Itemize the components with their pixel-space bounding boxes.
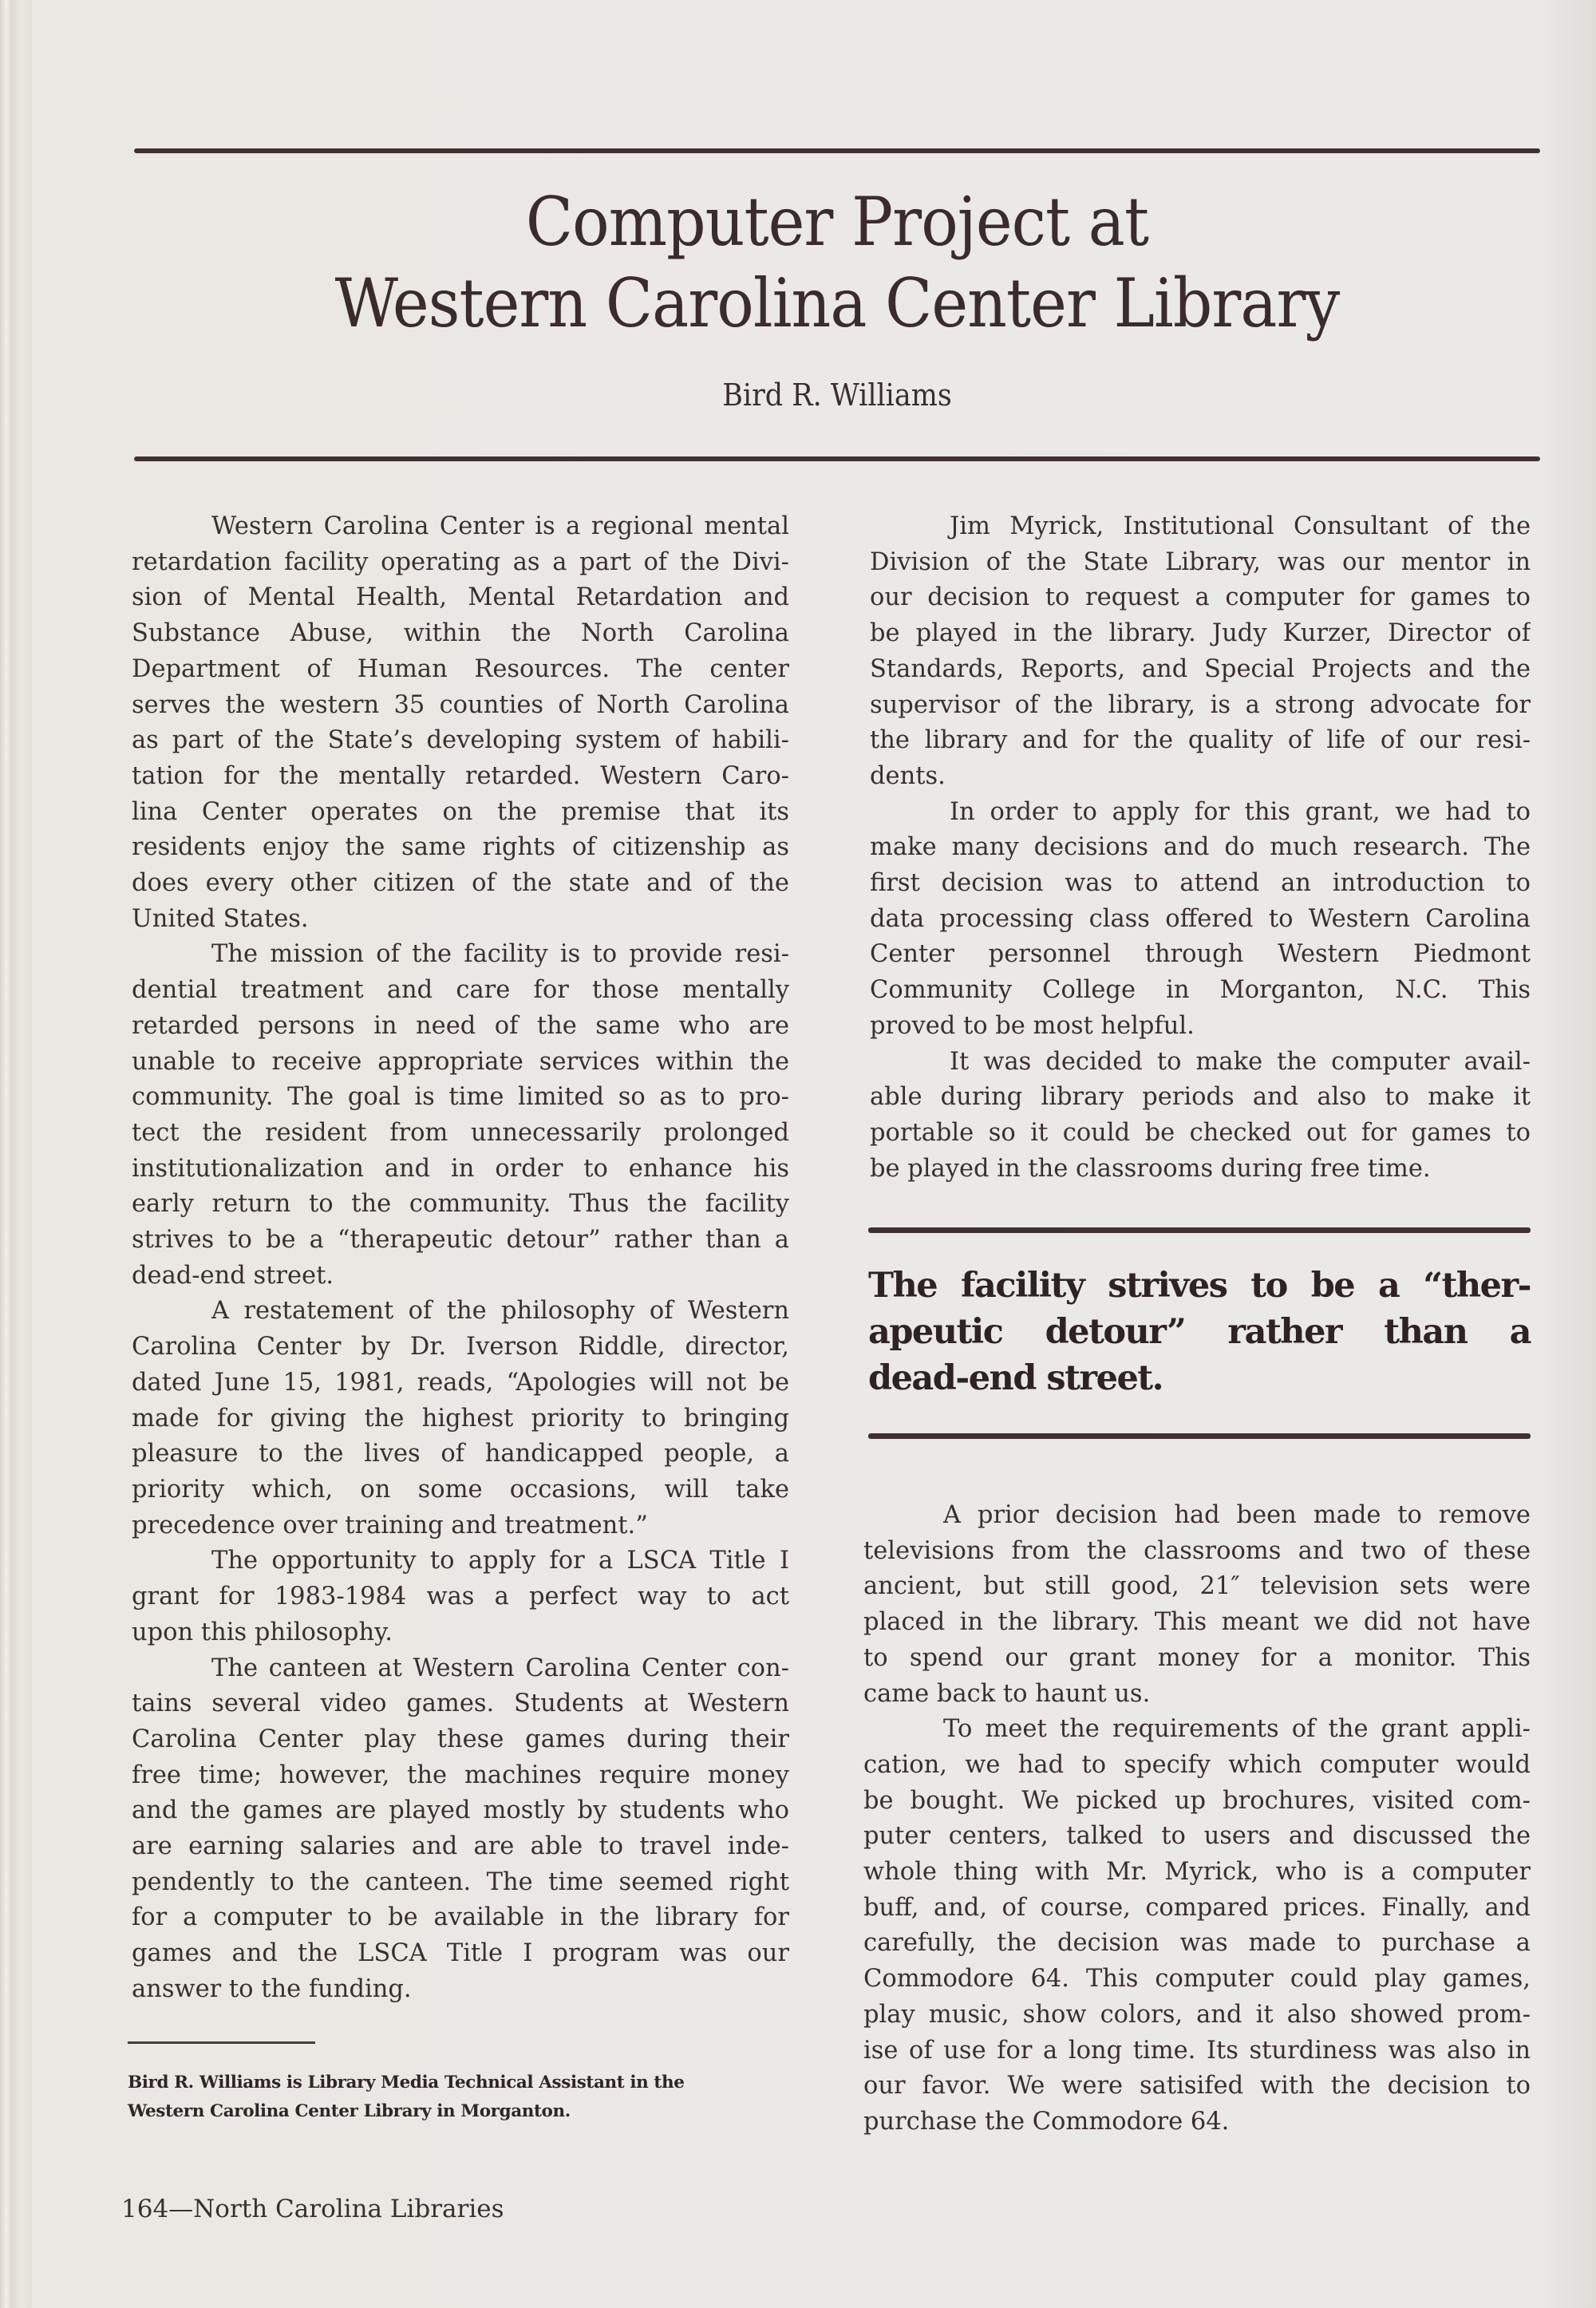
paragraph	[870, 509, 1531, 795]
text-line: games and the LSCA Title I program was our	[132, 1939, 789, 1968]
footnote-line: Western Carolina Center Library in Morganton.	[128, 2101, 571, 2121]
text-line: The canteen at Western Carolina Center con-	[211, 1654, 789, 1682]
text-line: Carolina Center by Dr. Iverson Riddle, director,	[132, 1333, 789, 1361]
text-line: free time; however, the machines require money	[132, 1761, 789, 1789]
text-line: retarded persons in need of the same who are	[132, 1011, 789, 1040]
pull-quote-line: apeutic detour” rather than a	[868, 1312, 1531, 1352]
text-line: made for giving the highest priority to bringing	[132, 1404, 789, 1433]
text-line: ise of use for a long time. Its sturdiness was also in	[863, 2036, 1531, 2065]
text-line: Substance Abuse, within the North Carolina	[132, 619, 789, 648]
text-line: Center personnel through Western Piedmont	[870, 940, 1531, 969]
text-line: dated June 15, 1981, reads, “Apologies will not be	[132, 1368, 789, 1397]
text-line: pendently to the canteen. The time seemed right	[132, 1867, 789, 1896]
pull-quote	[868, 1263, 1531, 1401]
paragraph	[870, 1045, 1531, 1188]
text-line: dential treatment and care for those mentally	[132, 976, 789, 1005]
paragraph	[132, 937, 789, 1294]
text-line: institutionalization and in order to enhance his	[132, 1154, 789, 1183]
text-line: cation, we had to specify which computer would	[863, 1750, 1531, 1779]
text-line: Community College in Morganton, N.C. This	[870, 976, 1531, 1005]
text-line: data processing class offered to Western Carolina	[870, 904, 1531, 933]
text-line: carefully, the decision was made to purchase a	[863, 1929, 1531, 1958]
text-line: for a computer to be available in the library for	[132, 1903, 789, 1932]
text-line: are earning salaries and are able to travel inde-	[132, 1832, 789, 1861]
text-line: the library and for the quality of life of our resi-	[870, 726, 1531, 755]
text-line: able during library periods and also to make it	[870, 1083, 1531, 1112]
text-line: unable to receive appropriate services within the	[132, 1047, 789, 1076]
pull-quote-top-rule	[868, 1227, 1531, 1233]
text-line: portable so it could be checked out for games to	[870, 1118, 1531, 1147]
text-line: A restatement of the philosophy of Western	[211, 1297, 789, 1326]
text-line: our favor. We were satisifed with the decision to	[863, 2072, 1531, 2101]
text-line: supervisor of the library, is a strong advocate for	[870, 690, 1531, 719]
text-line: tains several video games. Students at Western	[132, 1690, 789, 1718]
text-line: buff, and, of course, compared prices. Finally, and	[863, 1893, 1531, 1922]
text-line: be bought. We picked up brochures, visited com-	[863, 1786, 1531, 1815]
text-line: tation for the mentally retarded. Western Caro-	[132, 761, 789, 790]
left-column	[132, 509, 789, 2008]
text-line: lina Center operates on the premise that its	[132, 797, 789, 826]
paragraph	[132, 1294, 789, 1543]
text-line: placed in the library. This meant we did not have	[863, 1608, 1531, 1637]
text-line: pleasure to the lives of handicapped people, a	[132, 1440, 789, 1468]
text-line: answer to the funding.	[132, 1974, 412, 2003]
footnote-rule	[128, 2041, 315, 2044]
text-line: residents enjoy the same rights of citizenship as	[132, 833, 789, 862]
text-line: tect the resident from unnecessarily prolonged	[132, 1118, 789, 1147]
right-column-bottom	[863, 1498, 1531, 2140]
text-line: serves the western 35 counties of North Carolina	[132, 690, 789, 719]
text-line: Western Carolina Center is a regional mental	[211, 512, 789, 540]
text-line: priority which, on some occasions, will take	[132, 1475, 789, 1504]
page-spine-edge	[0, 0, 32, 2308]
text-line: A prior decision had been made to remove	[943, 1501, 1531, 1529]
paragraph	[132, 1543, 789, 1650]
text-line: ancient, but still good, 21″ television sets were	[863, 1572, 1531, 1601]
title-top-rule	[134, 148, 1540, 153]
paragraph	[132, 1651, 789, 2008]
text-line: dents.	[870, 761, 946, 790]
text-line: to spend our grant money for a monitor. This	[863, 1643, 1531, 1672]
article-title-line-1: Computer Project at	[525, 183, 1149, 261]
text-line: whole thing with Mr. Myrick, who is a computer	[863, 1858, 1531, 1887]
title-bottom-rule	[134, 456, 1540, 461]
text-line: It was decided to make the computer avail-	[950, 1047, 1531, 1076]
text-line: precedence over training and treatment.”	[132, 1511, 648, 1539]
text-line: Jim Myrick, Institutional Consultant of the	[950, 512, 1531, 540]
text-line: Commodore 64. This computer could play games,	[863, 1965, 1531, 1994]
text-line: Division of the State Library, was our mentor in	[870, 547, 1531, 576]
text-line: upon this philosophy.	[132, 1618, 393, 1646]
article-title-line-2: Western Carolina Center Library	[334, 264, 1340, 342]
text-line: televisions from the classrooms and two of these	[863, 1536, 1531, 1565]
text-line: proved to be most helpful.	[870, 1011, 1195, 1040]
text-line: play music, show colors, and it also showed prom-	[863, 2000, 1531, 2029]
text-line: Department of Human Resources. The center	[132, 654, 789, 683]
text-line: dead-end street.	[132, 1261, 334, 1290]
text-line: retardation facility operating as a part of the Divi-	[132, 547, 789, 576]
text-line: puter centers, talked to users and discussed the	[863, 1822, 1531, 1851]
paragraph	[863, 1498, 1531, 1712]
pull-quote-bottom-rule	[868, 1433, 1531, 1439]
text-line: be played in the library. Judy Kurzer, Director of	[870, 619, 1531, 648]
pull-quote-line: dead-end street.	[868, 1358, 1163, 1398]
text-line: In order to apply for this grant, we had to	[950, 797, 1531, 826]
pull-quote-line: The facility strives to be a “ther-	[868, 1266, 1531, 1306]
author-footnote	[128, 2069, 790, 2126]
right-column-top	[870, 509, 1531, 1187]
paragraph	[863, 1712, 1531, 2140]
page-footer: 164—North Carolina Libraries	[121, 2195, 504, 2223]
text-line: and the games are played mostly by students who	[132, 1796, 789, 1825]
text-line: purchase the Commodore 64.	[863, 2107, 1230, 2136]
text-line: Standards, Reports, and Special Projects and the	[870, 654, 1531, 683]
footnote-line: Bird R. Williams is Library Media Technical Assistant in the	[128, 2073, 685, 2093]
text-line: United States.	[132, 904, 309, 933]
text-line: To meet the requirements of the grant appli-	[943, 1715, 1531, 1744]
text-line: as part of the State’s developing system of habili-	[132, 726, 789, 755]
text-line: sion of Mental Health, Mental Retardation and	[132, 583, 789, 612]
paragraph	[132, 509, 789, 937]
text-line: does every other citizen of the state and of the	[132, 869, 789, 898]
text-line: first decision was to attend an introduction to	[870, 869, 1531, 898]
text-line: came back to haunt us.	[863, 1679, 1151, 1708]
text-line: The opportunity to apply for a LSCA Title I	[211, 1547, 789, 1575]
text-line: be played in the classrooms during free time.	[870, 1154, 1431, 1183]
text-line: Carolina Center play these games during their	[132, 1725, 789, 1753]
text-line: strives to be a “therapeutic detour” rather than a	[132, 1226, 789, 1255]
paragraph	[870, 795, 1531, 1045]
text-line: our decision to request a computer for games to	[870, 583, 1531, 612]
article-author: Bird R. Williams	[722, 377, 952, 413]
text-line: community. The goal is time limited so as to pro-	[132, 1083, 789, 1112]
text-line: early return to the community. Thus the facility	[132, 1190, 789, 1219]
text-line: make many decisions and do much research. The	[870, 833, 1531, 862]
text-line: The mission of the facility is to provide resi-	[211, 940, 789, 969]
text-line: grant for 1983-1984 was a perfect way to act	[132, 1583, 789, 1611]
